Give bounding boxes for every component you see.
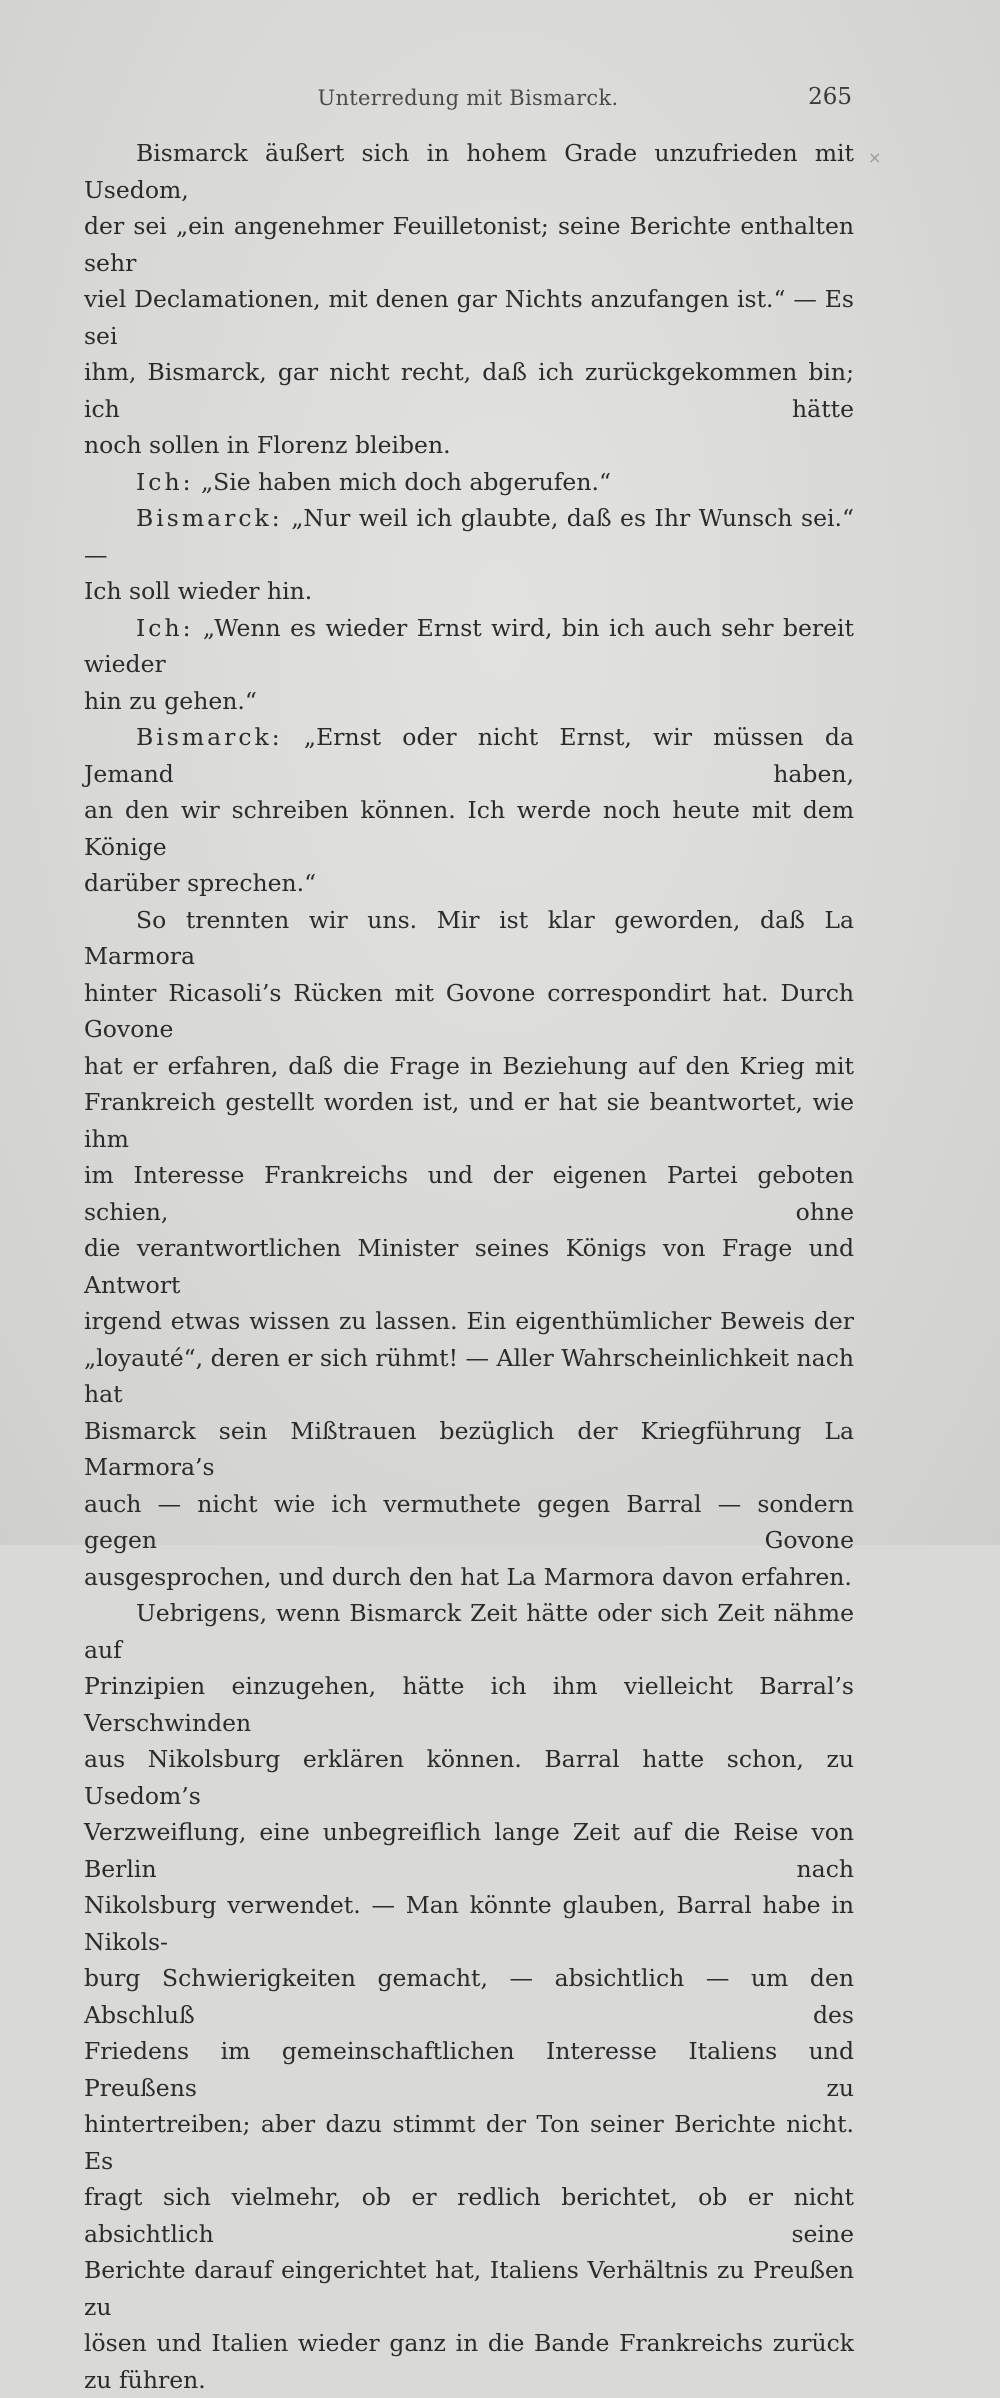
line-text: Bismarck äußert sich in hohem Grade unzufrieden mit Usedom, (84, 139, 854, 204)
text-line (84, 2106, 854, 2179)
line-text: irgend etwas wissen zu lassen. Ein eigenthümlicher Beweis der (84, 1307, 854, 1335)
text-line (84, 2179, 854, 2252)
text-line (84, 2325, 854, 2398)
line-text: Berichte darauf eingerichtet hat, Italiens Verhältnis zu Preußen zu (84, 2256, 854, 2321)
line-text: „Wenn es wieder Ernst wird, bin ich auch sehr bereit wieder (84, 613, 854, 678)
line-text: viel Declamationen, mit denen gar Nichts anzufangen ist.“ — Es sei (84, 285, 854, 350)
line-text: „Ernst oder nicht Ernst, wir müssen da Jemand haben, (84, 723, 854, 788)
line-text: im Interesse Frankreichs und der eigenen Partei geboten schien, ohne (84, 1161, 854, 1226)
speaker-label: Ich: (136, 467, 194, 496)
text-line (84, 683, 854, 720)
text-line (84, 281, 854, 354)
text-line (84, 1595, 854, 1668)
line-text: der sei „ein angenehmer Feuilletonist; seine Berichte enthalten sehr (84, 212, 854, 277)
text-line (84, 135, 854, 208)
text-line (84, 1887, 854, 1960)
line-text: ausgesprochen, und durch den hat La Marmora davon erfahren. (84, 1562, 852, 1591)
text-line (84, 354, 854, 427)
line-text: die verantwortlichen Minister seines Königs von Frage und Antwort (84, 1234, 854, 1299)
line-text: „Nur weil ich glaubte, daß es Ihr Wunsch sei.“ — (84, 504, 854, 569)
text-line (84, 1157, 854, 1230)
line-text: Friedens im gemeinschaftlichen Interesse Italiens und Preußens zu (84, 2037, 854, 2102)
body-text (84, 135, 854, 2398)
line-text: an den wir schreiben können. Ich werde noch heute mit dem Könige (84, 796, 854, 861)
text-line (84, 1486, 854, 1559)
running-title: Unterredung mit Bismarck. (317, 86, 619, 110)
margin-mark: × (868, 148, 882, 167)
text-line (84, 975, 854, 1048)
line-text: Uebrigens, wenn Bismarck Zeit hätte oder sich Zeit nähme auf (84, 1599, 854, 1664)
page-number: 265 (808, 84, 852, 110)
line-text: Nikolsburg verwendet. — Man könnte glauben, Barral habe in Nikols- (84, 1891, 854, 1956)
text-line (84, 500, 854, 573)
text-line (84, 1559, 854, 1596)
text-line (84, 1814, 854, 1887)
text-line (84, 1230, 854, 1303)
text-line (84, 902, 854, 975)
text-line (84, 792, 854, 865)
line-text: „Sie haben mich doch abgerufen.“ (193, 467, 611, 496)
text-line (84, 1413, 854, 1486)
line-text: auch — nicht wie ich vermuthete gegen Barral — sondern gegen Govone (84, 1489, 854, 1554)
text-line (84, 1960, 854, 2033)
text-line (84, 2033, 854, 2106)
line-text: hintertreiben; aber dazu stimmt der Ton seiner Berichte nicht. Es (84, 2110, 854, 2175)
line-text: noch sollen in Florenz bleiben. (84, 431, 451, 459)
text-line (84, 1303, 854, 1340)
line-text: „loyauté“, deren er sich rühmt! — Aller Wahrscheinlichkeit nach hat (84, 1343, 854, 1408)
speaker-label: Bismarck: (136, 723, 283, 751)
text-line (84, 427, 854, 464)
running-head (84, 82, 852, 122)
text-line (84, 610, 854, 683)
line-text: hin zu gehen.“ (84, 686, 257, 715)
text-line (84, 208, 854, 281)
text-line (84, 719, 854, 792)
line-text: hinter Ricasoli’s Rücken mit Govone correspondirt hat. Durch Govone (84, 978, 854, 1043)
text-line (84, 573, 854, 610)
line-text: aus Nikolsburg erklären können. Barral hatte schon, zu Usedom’s (84, 1745, 854, 1810)
line-text: fragt sich vielmehr, ob er redlich berichtet, ob er nicht absichtlich seine (84, 2183, 854, 2248)
line-text: Verzweiflung, eine unbegreiflich lange Zeit auf die Reise von Berlin nach (84, 1818, 854, 1883)
line-text: Bismarck sein Mißtrauen bezüglich der Kriegführung La Marmora’s (84, 1416, 854, 1481)
text-line (84, 1741, 854, 1814)
line-text: lösen und Italien wieder ganz in die Bande Frankreichs zurück zu führen. (84, 2329, 854, 2394)
line-text: Frankreich gestellt worden ist, und er hat sie beantwortet, wie ihm (84, 1088, 854, 1153)
line-text: Ich soll wieder hin. (84, 577, 313, 605)
text-line (84, 1668, 854, 1741)
text-line (84, 1340, 854, 1413)
line-text: Prinzipien einzugehen, hätte ich ihm vielleicht Barral’s Verschwinden (84, 1672, 854, 1737)
line-text: So trennten wir uns. Mir ist klar geworden, daß La Marmora (84, 905, 854, 970)
line-text: darüber sprechen.“ (84, 869, 317, 897)
line-text: ihm, Bismarck, gar nicht recht, daß ich zurückgekommen bin; ich hätte (84, 358, 854, 423)
text-line (84, 2252, 854, 2325)
text-line (84, 1084, 854, 1157)
text-line (84, 464, 854, 501)
text-line (84, 865, 854, 902)
line-text: burg Schwierigkeiten gemacht, — absichtlich — um den Abschluß des (84, 1964, 854, 2029)
line-text: hat er erfahren, daß die Frage in Beziehung auf den Krieg mit (84, 1051, 854, 1080)
speaker-label: Bismarck: (136, 504, 283, 532)
speaker-label: Ich: (136, 613, 194, 642)
text-line (84, 1048, 854, 1085)
